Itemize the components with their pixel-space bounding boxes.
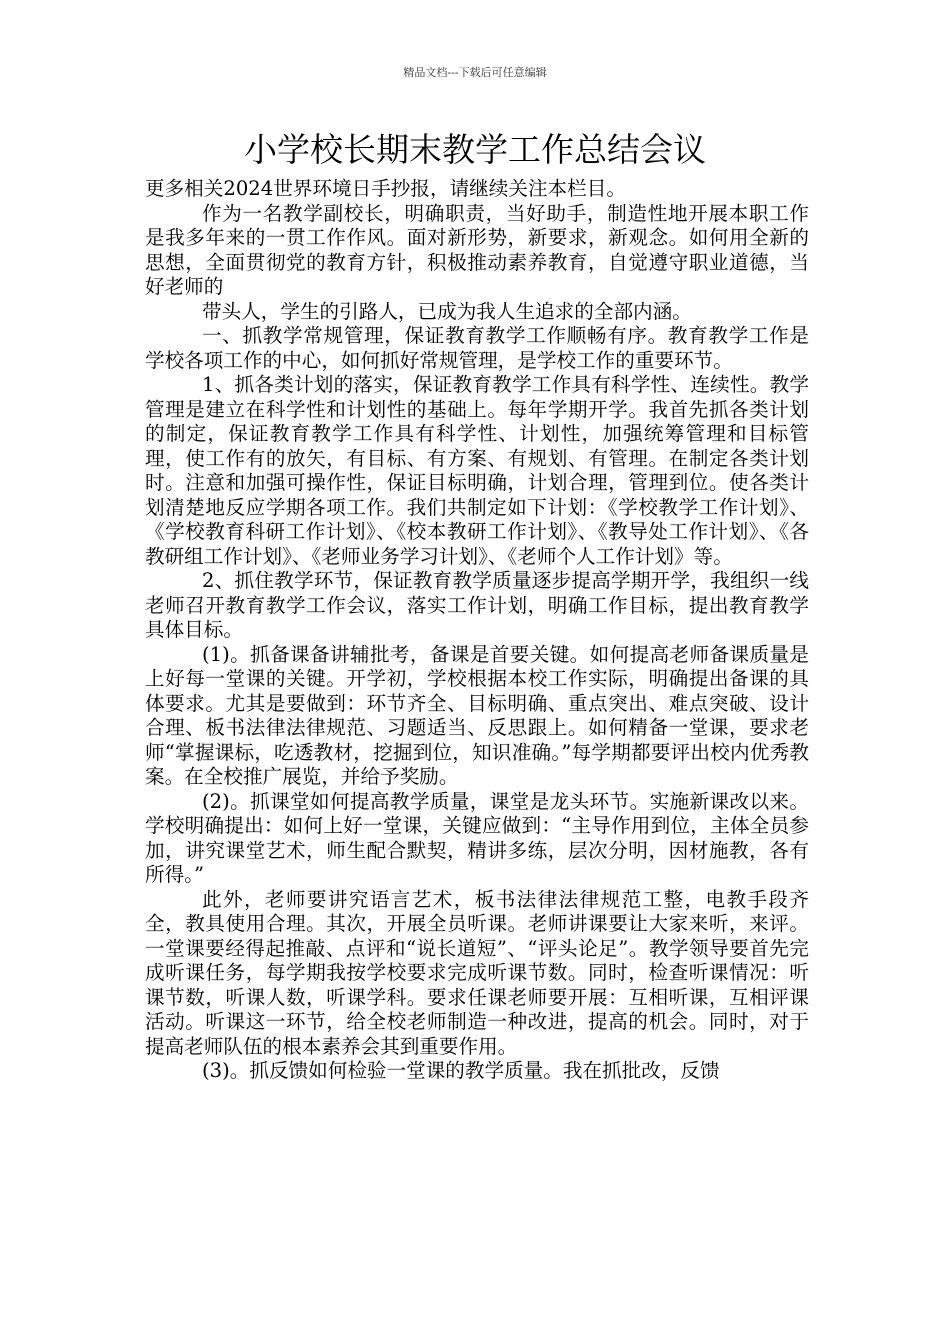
paragraph: 2、抓住教学环节，保证教育教学质量逐步提高学期开学，我组织一线老师召开教育教学工作会议，落实工作计划，明确工作目标，提出教育教学具体目标。 (145, 569, 809, 641)
paragraph: 更多相关2024世界环境日手抄报，请继续关注本栏目。 (145, 177, 626, 200)
paragraph: 作为一名教学副校长，明确职责，当好助手，制造性地开展本职工作是我多年来的一贯工作作风。面对新形势，新要求，新观念。如何用全新的思想，全面贯彻党的教育方针，积极推动素养教育，自觉遵守职业道德，当好老师的 (145, 201, 809, 298)
paragraph: (3)。抓反馈如何检验一堂课的教学质量。我在抓批改，反馈 (202, 1059, 720, 1082)
paragraph: 带头人，学生的引路人，已成为我人生追求的全部内涵。 (202, 299, 692, 323)
paragraph: (2)。抓课堂如何提高教学质量，课堂是龙头环节。实施新课改以来。学校明确提出：如何上好一堂课，关键应做到：“主导作用到位，主体全员参加，讲究课堂艺术，师生配合默契，精讲多练，层次分明，因材施教，各有所得。” (145, 789, 809, 886)
paragraph: (1)。抓备课备讲辅批考，备课是首要关键。如何提高老师备课质量是上好每一堂课的关键。开学初，学校根据本校工作实际，明确提出备课的具体要求。尤其是要做到：环节齐全、目标明确、重点突出、难点突破、设计合理、板书法律法律规范、习题适当、反思跟上。如何精备一堂课，要求老师“掌握课标，吃透教材，挖掘到位，知识准确。”每学期都要评出校内优秀教案。在全校推广展览，并给予奖励。 (145, 642, 809, 788)
page-header-note: 精品文档---下载后可任意编辑 (403, 66, 547, 79)
paragraph: 1、抓各类计划的落实，保证教育教学工作具有科学性、连续性。教学管理是建立在科学性和计划性的基础上。每年学期开学。我首先抓各类计划的制定，保证教育教学工作具有科学性、计划性，加强统筹管理和目标管理，使工作有的放矢，有目标、有方案、有规划、有管理。在制定各类计划时。注意和加强可操作性，保证目标明确，计划合理，管理到位。使各类计划清楚地反应学期各项工作。我们共制定如下计划：《学校教学工作计划》、《学校教育科研工作计划》、《校本教研工作计划》、《教导处工作计划》、《各教研组工作计划》、《老师业务学习计划》、《老师个人工作计划》等。 (145, 373, 809, 568)
document-body (145, 177, 809, 1084)
paragraph: 一、抓教学常规管理，保证教育教学工作顺畅有序。教育教学工作是学校各项工作的中心，如何抓好常规管理，是学校工作的重要环节。 (145, 324, 809, 372)
document-title: 小学校长期末教学工作总结会议 (244, 130, 706, 169)
paragraph: 此外，老师要讲究语言艺术，板书法律法律规范工整，电教手段齐全，教具使用合理。其次，开展全员听课。老师讲课要让大家来听，来评。一堂课要经得起推敲、点评和“说长道短”、“评头论足”。教学领导要首先完成听课任务，每学期我按学校要求完成听课节数。同时，检查听课情况：听课节数，听课人数，听课学科。要求任课老师要开展：互相听课，互相评课活动。听课这一环节，给全校老师制造一种改进，提高的机会。同时，对于提高老师队伍的根本素养会其到重要作用。 (145, 887, 809, 1058)
